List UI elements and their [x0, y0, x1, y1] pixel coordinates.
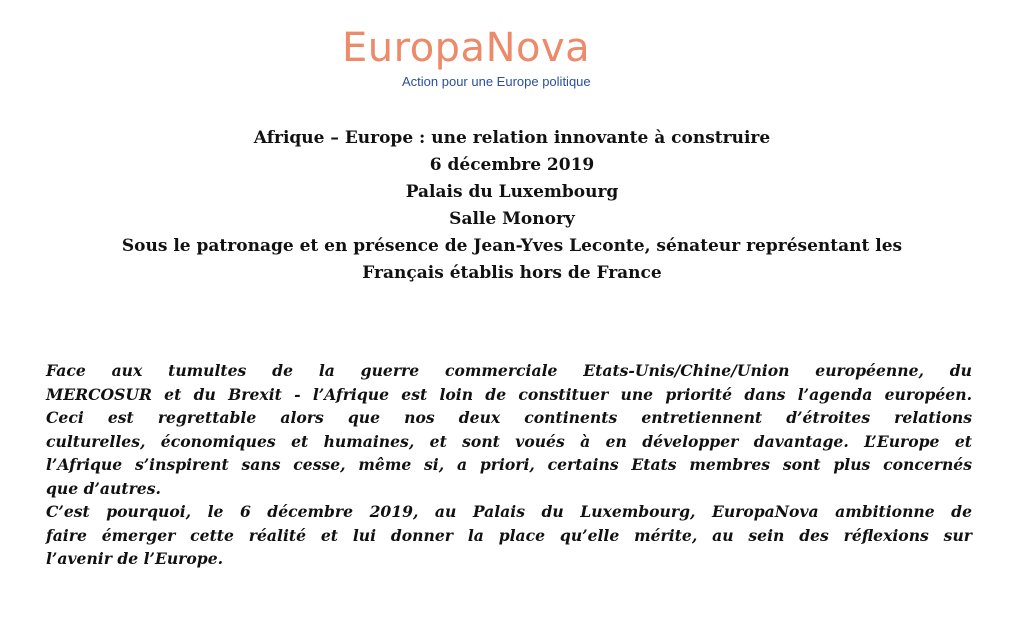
europanova-logo: [342, 25, 642, 89]
event-patronage-line-2: Français établis hors de France: [362, 263, 662, 283]
body-line: Face aux tumultes de la guerre commerciale Etats-Unis/Chine/Union européenne, du: [46, 361, 972, 380]
body-line: faire émerger cette réalité et lui donner la place qu’elle mérite, au sein des réflexions sur: [46, 525, 972, 545]
event-title-block: [60, 125, 964, 287]
event-venue: Palais du Luxembourg: [405, 182, 619, 202]
body-line: Ceci est regrettable alors que nos deux continents entretiennent d’étroites relations: [46, 408, 972, 427]
event-title: Afrique – Europe : une relation innovante à construire: [253, 128, 771, 148]
body-line: C’est pourquoi, le 6 décembre 2019, au Palais du Luxembourg, EuropaNova ambitionne de: [46, 502, 972, 521]
logo-name: EuropaNova: [342, 25, 591, 71]
body-line: culturelles, économiques et humaines, et sont voués à en développer davantage. L’Europe et: [46, 431, 972, 451]
body-line: l’Afrique s’inspirent sans cesse, même si, a priori, certains Etats membres sont plus concernés: [46, 455, 972, 474]
logo-tagline: Action pour une Europe politique: [402, 74, 591, 89]
event-patronage-line-1: Sous le patronage et en présence de Jean-Yves Leconte, sénateur représentant les: [121, 236, 903, 256]
event-room: Salle Monory: [449, 209, 575, 229]
body-line: MERCOSUR et du Brexit - l’Afrique est loin de constituer une priorité dans l’agenda européen.: [46, 384, 972, 404]
body-line: que d’autres.: [46, 478, 161, 498]
event-date: 6 décembre 2019: [429, 155, 595, 175]
body-paragraphs: [46, 359, 972, 571]
body-line: l’avenir de l’Europe.: [46, 549, 224, 568]
